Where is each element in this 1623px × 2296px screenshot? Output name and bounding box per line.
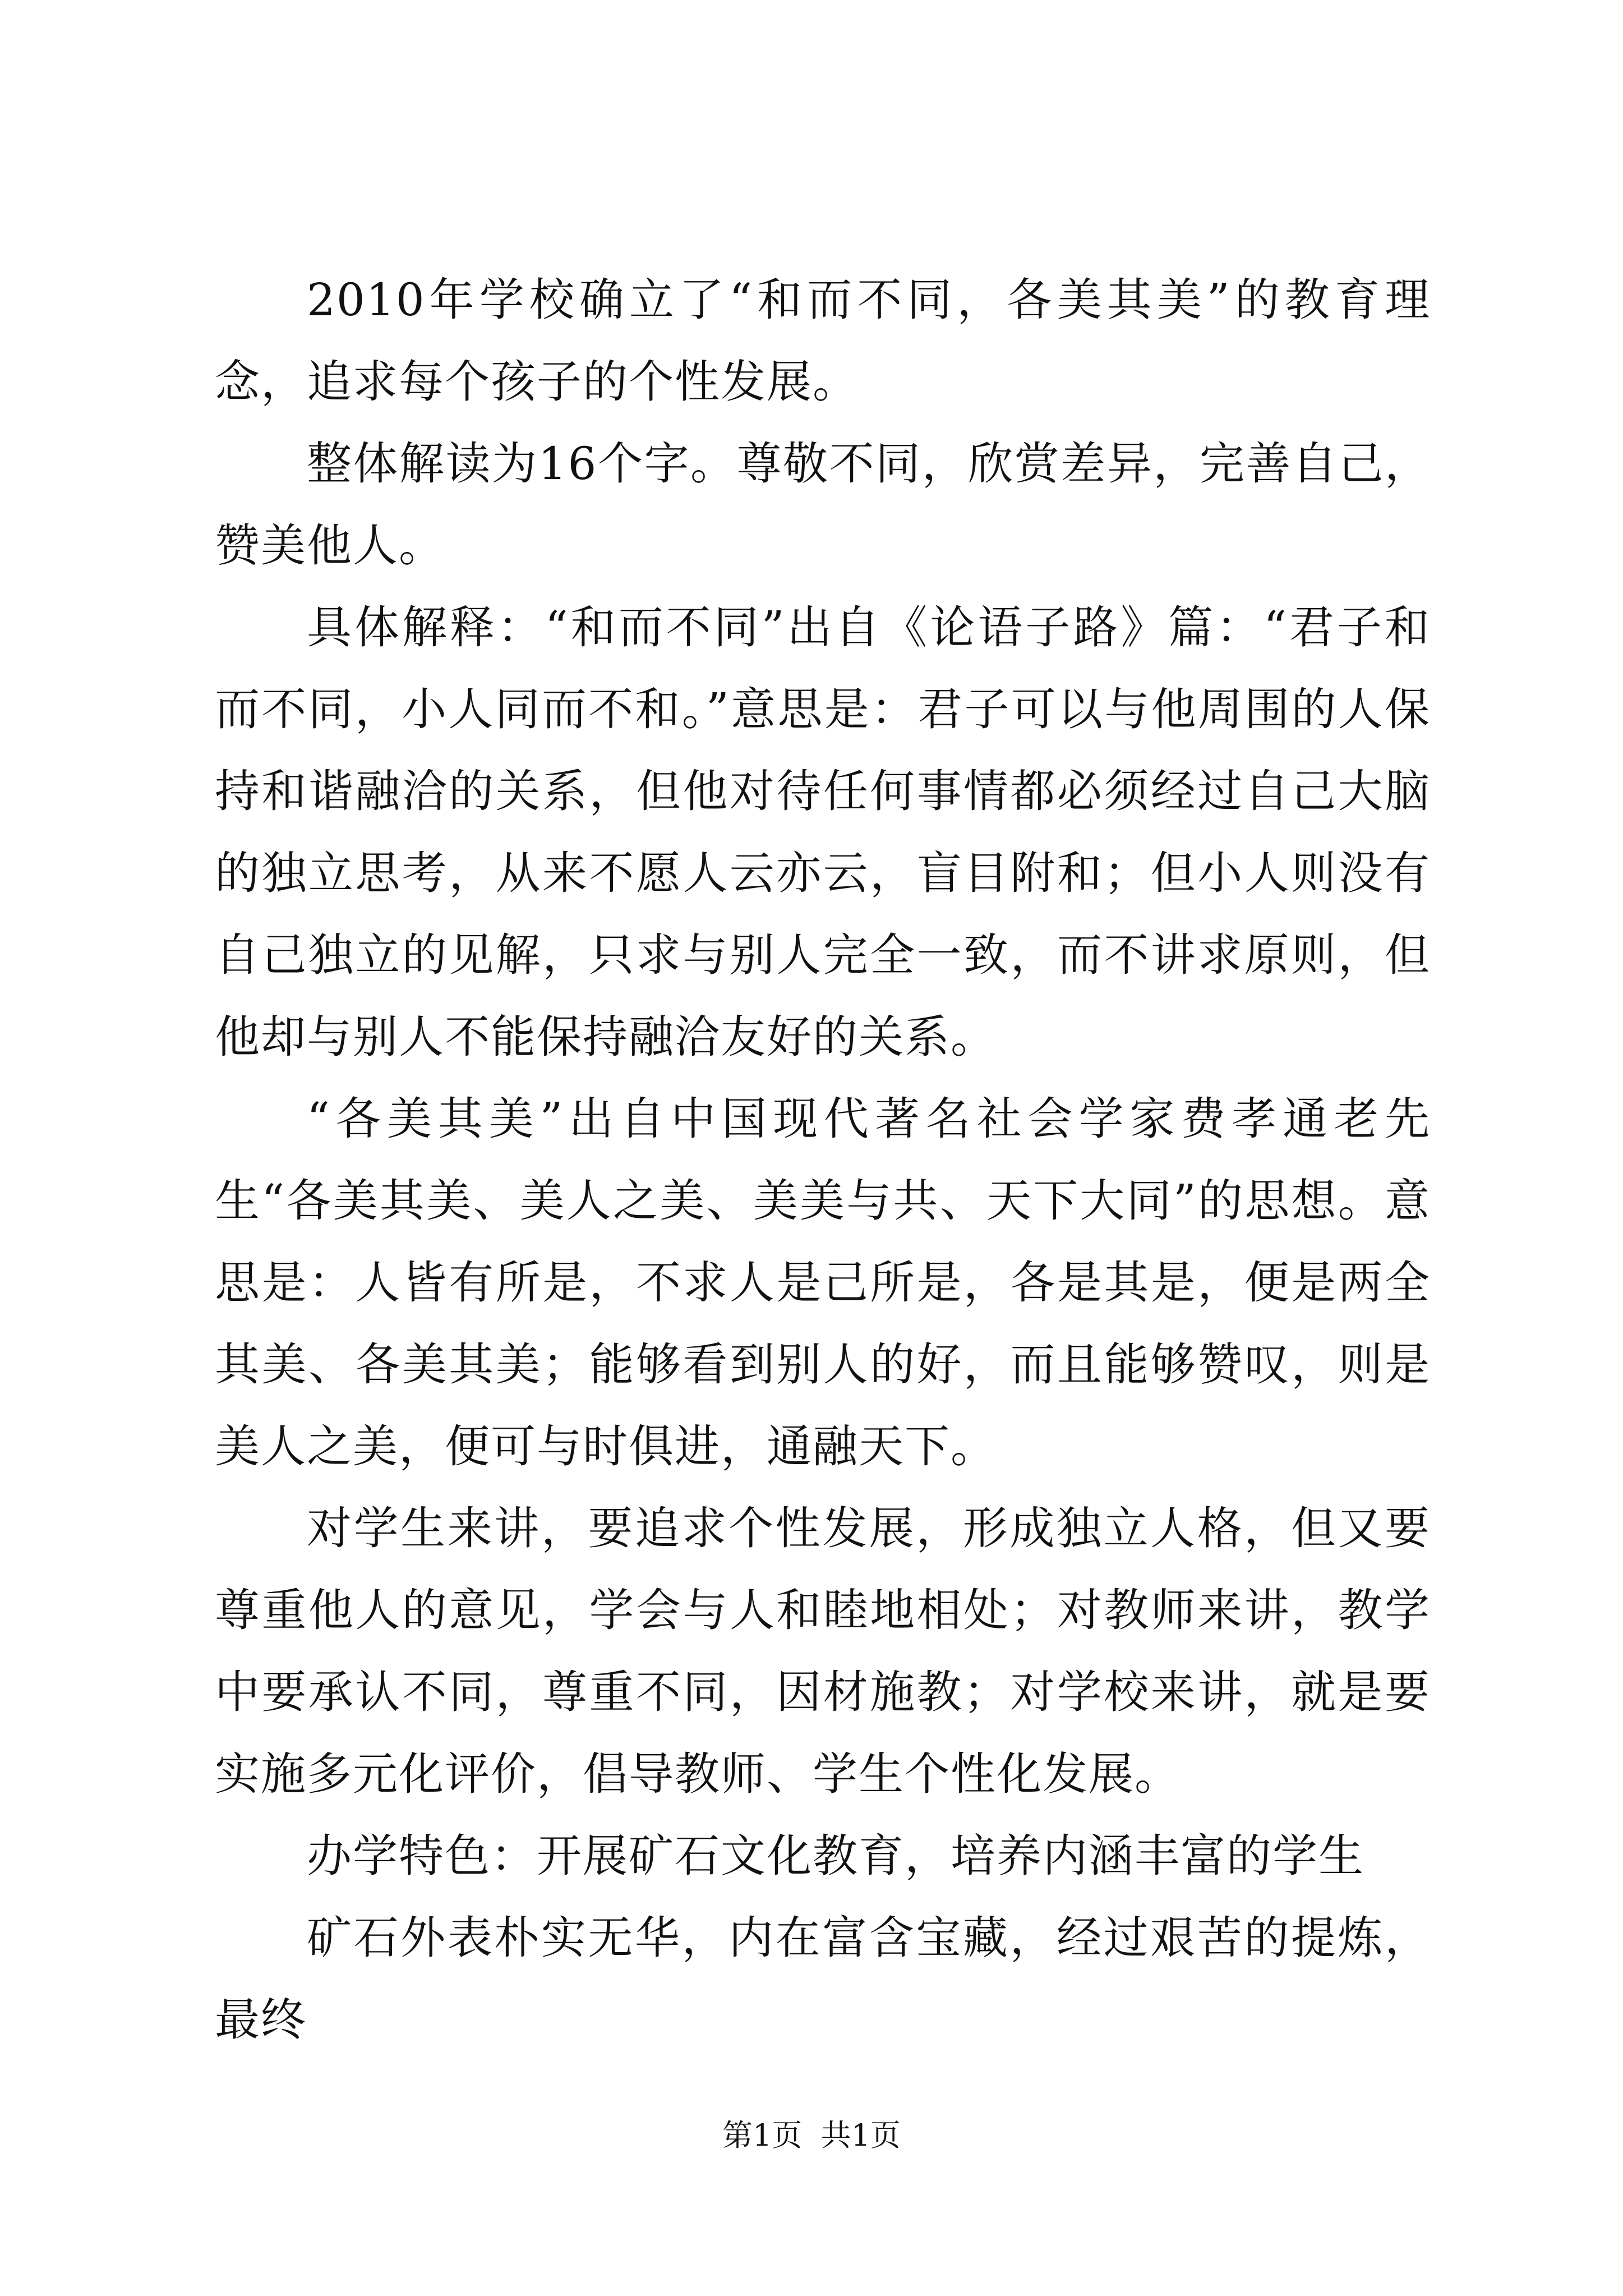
paragraph-school-feature: 办学特色：开展矿石文化教育，培养内涵丰富的学生 bbox=[307, 1830, 1364, 1882]
paragraph-interpretation: 整体解读为16个字。尊敬不同，欣赏差异，完善自己，赞美他人。 bbox=[215, 438, 1431, 572]
page-footer bbox=[0, 2116, 1623, 2155]
total-pages: 共1页 bbox=[820, 2118, 901, 2153]
paragraph-ore-description: 矿石外表朴实无华，内在富含宝藏，经过艰苦的提炼，最终 bbox=[215, 1912, 1431, 2046]
page-number: 第1页 bbox=[722, 2118, 803, 2153]
paragraph-education-philosophy: 2010年学校确立了“和而不同，各美其美”的教育理念，追求每个孩子的个性发展。 bbox=[215, 274, 1431, 408]
paragraph-ge-mei-qi-mei: “各美其美”出自中国现代著名社会学家费孝通老先生“各美其美、美人之美、美美与共、天下大同”的思想。意思是：人皆有所是，不求人是己所是，各是其是，便是两全其美、各美其美；能够看到别人的好，而且能够赞叹，则是美人之美，便可与时俱进，通融天下。 bbox=[215, 1093, 1431, 1473]
paragraph-application: 对学生来讲，要追求个性发展，形成独立人格，但又要尊重他人的意见，学会与人和睦地相处；对教师来讲，教学中要承认不同，尊重不同，因材施教；对学校来讲，就是要实施多元化评价，倡导教师、学生个性化发展。 bbox=[215, 1502, 1431, 1800]
document-body bbox=[215, 259, 1431, 2061]
paragraph-he-er-bu-tong: 具体解释：“和而不同”出自《论语子路》篇：“君子和而不同，小人同而不和。”意思是：君子可以与他周围的人保持和谐融洽的关系，但他对待任何事情都必须经过自己大脑的独立思考，从来不愿人云亦云，盲目附和；但小人则没有自己独立的见解，只求与别人完全一致，而不讲求原则，但他却与别人不能保持融洽友好的关系。 bbox=[215, 601, 1431, 1063]
